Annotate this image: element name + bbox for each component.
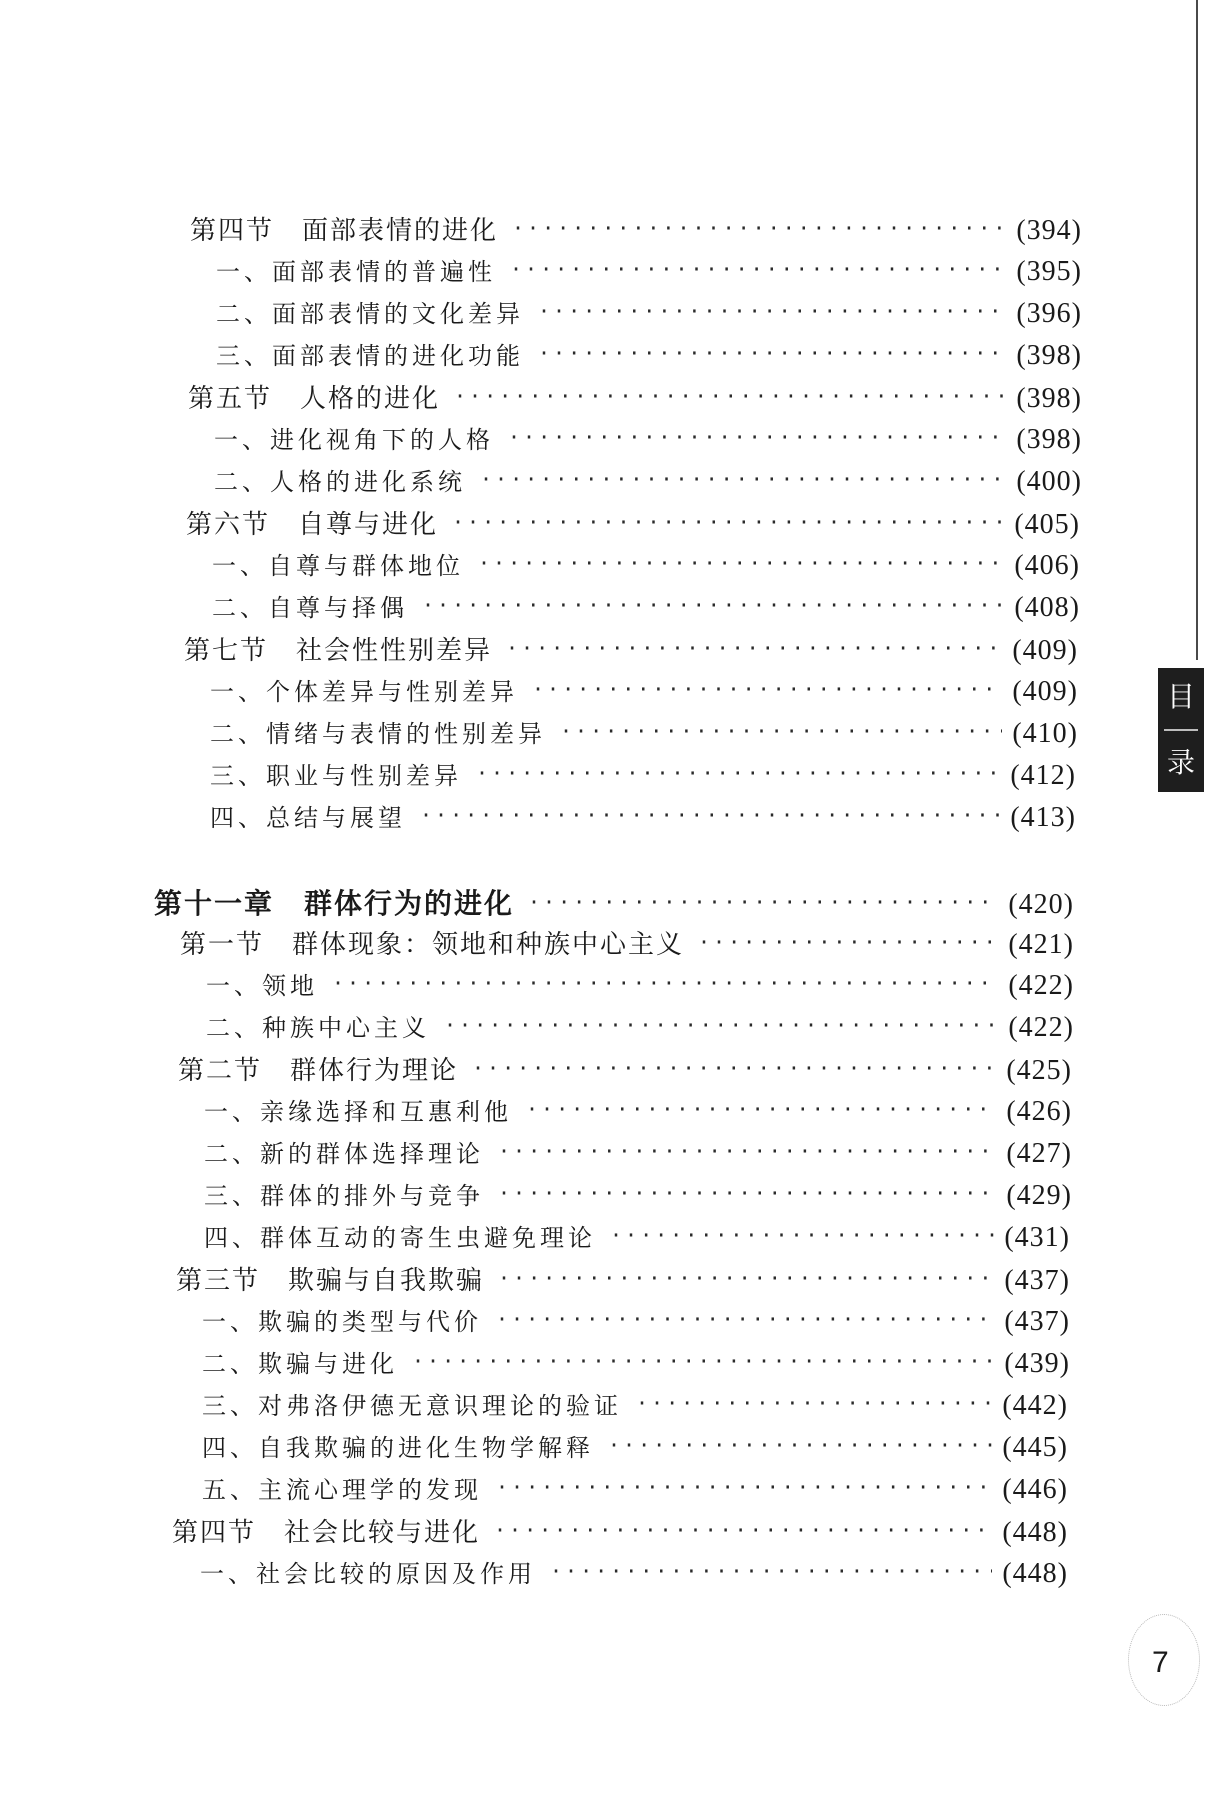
toc-entry-label: 第二节 群体行为理论: [178, 1056, 459, 1086]
toc-entry-page: (405): [1014, 509, 1080, 540]
toc-entry-item: [202, 1470, 1068, 1510]
toc-leader: [498, 1139, 996, 1163]
toc-leader: [636, 1391, 992, 1415]
toc-entry-section: [190, 210, 1082, 250]
toc-entry-page: (437): [1004, 1306, 1070, 1337]
toc-entry-section: [180, 924, 1074, 964]
toc-leader: [412, 1349, 994, 1373]
toc-entry-page: (398): [1016, 383, 1082, 414]
side-tab-divider: [1164, 729, 1198, 731]
toc-entry-item: [212, 588, 1080, 628]
toc-entry-item: [202, 1344, 1070, 1384]
toc-entry-section: [178, 1050, 1072, 1090]
toc-entry-page: (422): [1008, 1012, 1074, 1043]
toc-leader: [512, 216, 1006, 240]
toc-entry-page: (408): [1014, 592, 1080, 623]
toc-entry-section: [186, 504, 1080, 544]
toc-entry-label: 第十一章 群体行为的进化: [154, 887, 515, 920]
toc-entry-section: [176, 1260, 1070, 1300]
toc-entry-page: (395): [1016, 256, 1082, 287]
toc-entry-page: (409): [1012, 676, 1078, 707]
toc-entry-label: 第七节 社会性性别差异: [184, 636, 493, 666]
toc-leader: [476, 761, 1000, 785]
toc-leader: [422, 593, 1004, 617]
toc-entry-label: 二、新的群体选择理论: [204, 1140, 484, 1168]
toc-entry-section: [184, 630, 1078, 670]
toc-entry-label: 第四节 社会比较与进化: [172, 1518, 481, 1548]
toc-entry-label: 第六节 自尊与进化: [186, 510, 439, 540]
toc-entry-item: [212, 546, 1080, 586]
toc-leader: [608, 1433, 992, 1457]
toc-entry-item: [216, 252, 1082, 292]
toc-entry-page: (410): [1012, 718, 1078, 749]
toc-entry-item: [200, 1554, 1068, 1594]
toc-leader: [420, 803, 1000, 827]
toc-entry-page: (445): [1002, 1432, 1068, 1463]
toc-entry-page: (437): [1004, 1265, 1070, 1296]
toc-entry-page: (448): [1002, 1517, 1068, 1548]
toc-leader: [538, 341, 1006, 365]
toc-entry-page: (409): [1012, 635, 1078, 666]
toc-entry-label: 二、种族中心主义: [206, 1014, 430, 1042]
toc-entry-label: 四、自我欺骗的进化生物学解释: [202, 1434, 594, 1462]
toc-entry-label: 五、主流心理学的发现: [202, 1476, 482, 1504]
toc-entry-page: (398): [1016, 340, 1082, 371]
toc-leader: [478, 551, 1004, 575]
toc-leader: [506, 636, 1002, 660]
side-tab-char-1: 目: [1166, 680, 1195, 713]
toc-entry-label: 三、对弗洛伊德无意识理论的验证: [202, 1392, 622, 1420]
page-number: 7: [1152, 1646, 1169, 1679]
toc-entry-label: 三、职业与性别差异: [210, 762, 462, 790]
toc-entry-page: (413): [1010, 802, 1076, 833]
toc-leader: [480, 467, 1006, 491]
toc-leader: [444, 1013, 998, 1037]
toc-entry-page: (394): [1016, 215, 1082, 246]
toc-entry-item: [210, 714, 1078, 754]
toc-entry-page: (426): [1006, 1096, 1072, 1127]
toc-entry-page: (427): [1006, 1138, 1072, 1169]
toc-entry-page: (398): [1016, 424, 1082, 455]
toc-entry-label: 第四节 面部表情的进化: [190, 216, 499, 246]
toc-leader: [496, 1475, 992, 1499]
toc-leader: [494, 1518, 992, 1542]
toc-entry-item: [204, 1134, 1072, 1174]
toc-leader: [610, 1223, 994, 1247]
toc-entry-item: [202, 1302, 1070, 1342]
toc-entry-label: 二、欺骗与进化: [202, 1350, 398, 1378]
toc-entry-item: [204, 1176, 1072, 1216]
toc-leader: [472, 1056, 996, 1080]
side-tab: [1158, 668, 1204, 792]
toc-entry-page: (421): [1008, 929, 1074, 960]
toc-entry-item: [202, 1386, 1068, 1426]
toc-entry-label: 一、领地: [206, 972, 318, 1000]
toc-leader: [498, 1266, 994, 1290]
toc-entry-page: (442): [1002, 1390, 1068, 1421]
toc-leader: [528, 890, 998, 914]
toc-entry-item: [216, 336, 1082, 376]
toc-entry-page: (448): [1002, 1558, 1068, 1589]
toc-entry-page: (429): [1006, 1180, 1072, 1211]
toc-entry-section: [172, 1512, 1068, 1552]
toc-entry-label: 四、群体互动的寄生虫避免理论: [204, 1224, 596, 1252]
toc-entry-label: 第三节 欺骗与自我欺骗: [176, 1266, 485, 1296]
toc-entry-item: [206, 966, 1074, 1006]
toc-entry-page: (396): [1016, 298, 1082, 329]
toc-leader: [550, 1559, 992, 1583]
toc-entry-chapter: [154, 882, 1074, 922]
toc-entry-item: [210, 756, 1076, 796]
toc-entry-item: [214, 420, 1082, 460]
toc-entry-item: [202, 1428, 1068, 1468]
toc-leader: [452, 510, 1004, 534]
toc-leader: [698, 930, 998, 954]
toc-entry-page: (406): [1014, 550, 1080, 581]
toc-entry-label: 二、人格的进化系统: [214, 468, 466, 496]
toc-leader: [532, 677, 1002, 701]
toc-entry-label: 第一节 群体现象：领地和种族中心主义: [180, 930, 685, 960]
toc-leader: [332, 971, 998, 995]
toc-entry-item: [204, 1218, 1070, 1258]
toc-leader: [496, 1307, 994, 1331]
toc-entry-label: 一、亲缘选择和互惠利他: [204, 1098, 512, 1126]
toc-entry-label: 二、自尊与择偶: [212, 594, 408, 622]
toc-entry-page: (420): [1008, 889, 1074, 920]
toc-entry-label: 一、社会比较的原因及作用: [200, 1560, 536, 1588]
toc-entry-label: 一、自尊与群体地位: [212, 552, 464, 580]
toc-entry-section: [188, 378, 1082, 418]
edge-rule: [1196, 0, 1198, 660]
toc-leader: [498, 1181, 996, 1205]
toc-entry-page: (425): [1006, 1055, 1072, 1086]
toc-leader: [560, 719, 1002, 743]
toc-entry-label: 三、群体的排外与竞争: [204, 1182, 484, 1210]
toc-entry-label: 四、总结与展望: [210, 804, 406, 832]
toc-entry-page: (400): [1016, 466, 1082, 497]
toc-entry-label: 一、面部表情的普遍性: [216, 258, 496, 286]
toc-entry-page: (439): [1004, 1348, 1070, 1379]
toc-entry-page: (431): [1004, 1222, 1070, 1253]
toc-entry-label: 一、进化视角下的人格: [214, 426, 494, 454]
toc-entry-label: 二、情绪与表情的性别差异: [210, 720, 546, 748]
toc-leader: [508, 425, 1006, 449]
toc-entry-label: 一、个体差异与性别差异: [210, 678, 518, 706]
toc-leader: [454, 384, 1006, 408]
toc-entry-item: [214, 462, 1082, 502]
toc-entry-label: 二、面部表情的文化差异: [216, 300, 524, 328]
toc-entry-label: 第五节 人格的进化: [188, 384, 441, 414]
toc-leader: [510, 257, 1006, 281]
toc-leader: [526, 1097, 996, 1121]
toc-entry-item: [216, 294, 1082, 334]
toc-entry-item: [206, 1008, 1074, 1048]
side-tab-char-2: 录: [1166, 746, 1195, 779]
toc-entry-page: (412): [1010, 760, 1076, 791]
toc-entry-label: 一、欺骗的类型与代价: [202, 1308, 482, 1336]
toc-entry-item: [210, 672, 1078, 712]
toc-entry-item: [204, 1092, 1072, 1132]
toc-entry-page: (422): [1008, 970, 1074, 1001]
toc-entry-label: 三、面部表情的进化功能: [216, 342, 524, 370]
toc-entry-page: (446): [1002, 1474, 1068, 1505]
toc-entry-item: [210, 798, 1076, 838]
toc-leader: [538, 299, 1006, 323]
